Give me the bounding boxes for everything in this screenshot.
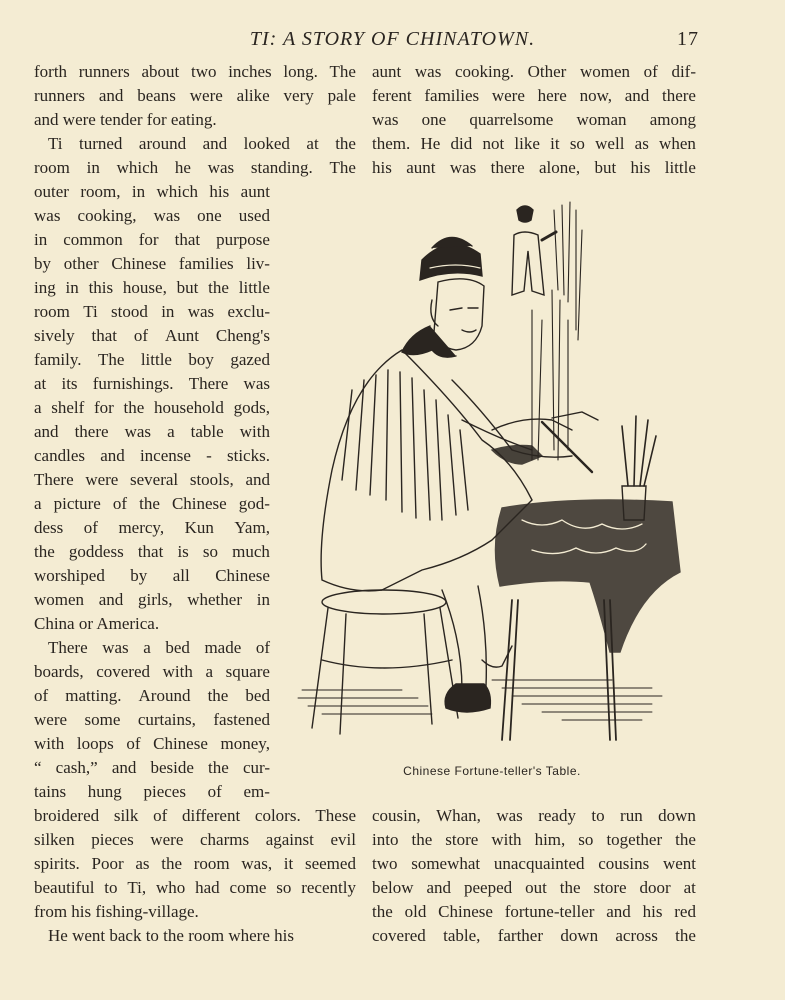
page-header <box>0 28 785 54</box>
text-line: below and peeped out the store door at <box>372 878 696 897</box>
figure-caption: Chinese Fortune-teller's Table. <box>403 764 581 778</box>
text-line: was cooking, was one used <box>34 206 270 225</box>
text-line: ferent families were here now, and there <box>372 86 696 105</box>
text-line: cousin, Whan, was ready to run down <box>372 806 696 825</box>
man-legs <box>442 586 512 712</box>
text-line: into the store with him, so together the <box>372 830 696 849</box>
man-head <box>402 237 484 357</box>
running-title: TI: A STORY OF CHINATOWN. <box>249 28 536 50</box>
text-line: dess of mercy, Kun Yam, <box>34 518 270 537</box>
text-line: of matting. Around the bed <box>34 686 270 705</box>
text-line: from his fishing-village. <box>34 902 199 921</box>
text-line: broidered silk of different colors. These <box>34 806 356 825</box>
text-line: and were tender for eating. <box>34 110 217 129</box>
text-line: He went back to the room where his <box>48 926 294 945</box>
text-line: two somewhat unacquainted cousins went <box>372 854 696 873</box>
text-line: aunt was cooking. Other women of dif- <box>372 62 696 81</box>
text-line: women and girls, whether in <box>34 590 270 609</box>
text-line: Ti turned around and looked at the <box>48 134 356 153</box>
text-line: was one quarrelsome woman among <box>372 110 696 129</box>
text-line: tains hung pieces of em- <box>34 782 270 801</box>
text-line: room Ti stood in was exclu- <box>34 302 270 321</box>
text-line: beautiful to Ti, who had come so recently <box>34 878 356 897</box>
text-line: boards, covered with a square <box>34 662 270 681</box>
text-line: them. He did not like it so well as when <box>372 134 696 153</box>
wall-picture <box>512 202 582 460</box>
text-line: by other Chinese families liv- <box>34 254 270 273</box>
text-line: and there was a table with <box>34 422 270 441</box>
text-line: sively that of Aunt Cheng's <box>34 326 270 345</box>
text-line: a picture of the Chinese god- <box>34 494 270 513</box>
text-line: “ cash,” and beside the cur- <box>34 758 270 777</box>
text-line: room in which he was standing. The <box>34 158 356 177</box>
text-line: forth runners about two inches long. The <box>34 62 356 81</box>
text-line: were some curtains, fastened <box>34 710 270 729</box>
stool <box>312 590 458 734</box>
text-line: silken pieces were charms against evil <box>34 830 356 849</box>
text-line: family. The little boy gazed <box>34 350 270 369</box>
text-line: There was a bed made of <box>48 638 270 657</box>
text-line: a shelf for the household gods, <box>34 398 270 417</box>
text-line: outer room, in which his aunt <box>34 182 270 201</box>
text-line: China or America. <box>34 614 160 633</box>
text-line: in common for that purpose <box>34 230 270 249</box>
text-line: candles and incense - sticks. <box>34 446 270 465</box>
text-line: spirits. Poor as the room was, it seemed <box>34 854 356 873</box>
text-line: the goddess that is so much <box>34 542 270 561</box>
text-line: ing in this house, but the little <box>34 278 270 297</box>
text-line: with loops of Chinese money, <box>34 734 270 753</box>
text-line: worshiped by all Chinese <box>34 566 270 585</box>
text-line: his aunt was there alone, but his little <box>372 158 696 177</box>
text-line: covered table, farther down across the <box>372 926 696 945</box>
text-line: at its furnishings. There was <box>34 374 270 393</box>
page-number: 17 <box>677 28 699 50</box>
text-line: runners and beans were alike very pale <box>34 86 356 105</box>
text-line: There were several stools, and <box>34 470 270 489</box>
fortune-teller-illustration <box>292 190 692 760</box>
text-line: the old Chinese fortune-teller and his red <box>372 902 696 921</box>
